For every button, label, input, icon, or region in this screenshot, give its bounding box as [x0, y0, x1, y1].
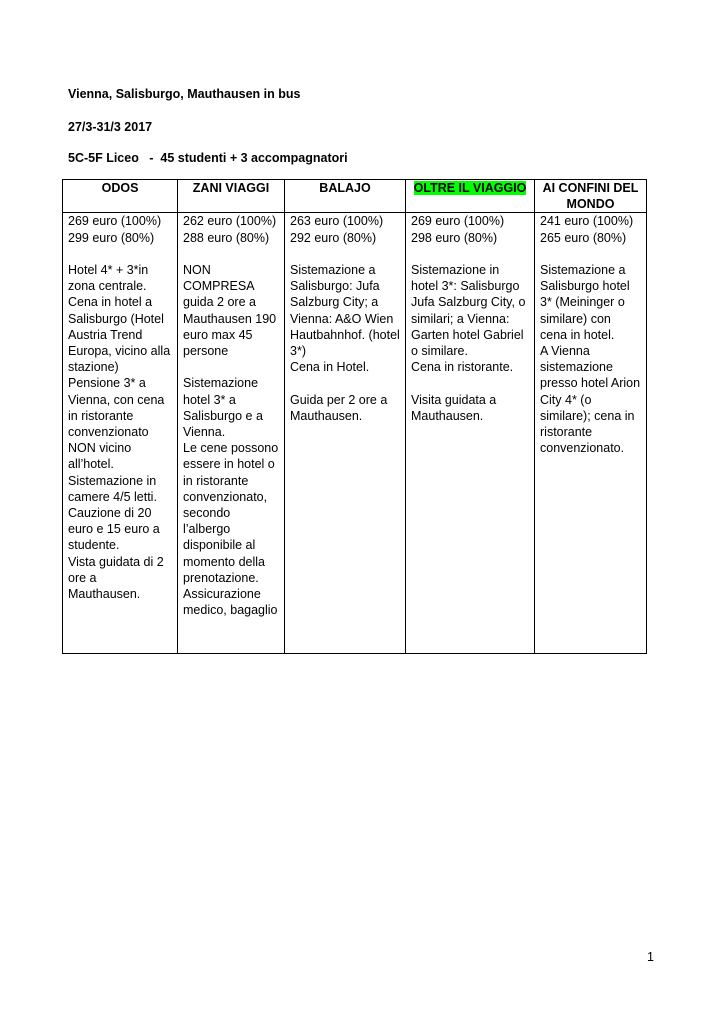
table-row — [63, 213, 647, 654]
column-header-label: AI CONFINI DEL MONDO — [542, 181, 639, 212]
column-header-odos — [63, 180, 178, 213]
column-header-label: BALAJO — [319, 181, 371, 195]
travel-dates: 27/3-31/3 2017 — [68, 120, 153, 134]
offers-table — [62, 179, 647, 654]
highlighted-column-header-label: OLTRE IL VIAGGIO — [413, 181, 527, 195]
offer-cell-odos: 269 euro (100%) 299 euro (80%) Hotel 4* + 3*in zona centrale. Cena in hotel a Salisburgo (Hotel Austria Trend Europa, vicino alla stazione) Pensione 3* a Vienna, con cena in ristorante convenzionato NON vicino all’hotel. Sistemazione in camere 4/5 letti. Cauzione di 20 euro e 15 euro a studente. Vista guidata di 2 ore a Mauthausen. — [63, 213, 178, 654]
offer-cell-balajo: 263 euro (100%) 292 euro (80%) Sistemazione a Salisburgo: Jufa Salzburg City; a Vienna: A&O Wien Hautbahnhof. (hotel 3*) Cena in Hotel. Guida per 2 ore a Mauthausen. — [285, 213, 406, 654]
offer-cell-zani-viaggi: 262 euro (100%) 288 euro (80%) NON COMPRESA guida 2 ore a Mauthausen 190 euro max 45 persone Sistemazione hotel 3* a Salisburgo e a Vienna. Le cene possono essere in hotel o in ristorante convenzionato, secondo l’albergo disponibile al momento della prenotazione. Assicurazione medico, bagaglio — [178, 213, 285, 654]
group-description: 5C-5F Liceo - 45 studenti + 3 accompagnatori — [68, 151, 348, 165]
column-header-label: ODOS — [101, 181, 139, 195]
column-header-balajo — [285, 180, 406, 213]
column-header-oltre-il-viaggio — [406, 180, 535, 213]
page-number: 1 — [647, 950, 654, 964]
offer-cell-ai-confini-del-mondo: 241 euro (100%) 265 euro (80%) Sistemazione a Salisburgo hotel 3* (Meininger o similare) con cena in hotel. A Vienna sistemazione presso hotel Arion City 4* (o similare); cena in ristorante convenzionato. — [535, 213, 647, 654]
document-title: Vienna, Salisburgo, Mauthausen in bus — [68, 87, 301, 101]
table-header-row — [63, 180, 647, 213]
column-header-zani-viaggi — [178, 180, 285, 213]
offer-cell-oltre-il-viaggio: 269 euro (100%) 298 euro (80%) Sistemazione in hotel 3*: Salisburgo Jufa Salzburg City, o similari; a Vienna: Garten hotel Gabriel o similare. Cena in ristorante. Visita guidata a Mauthausen. — [406, 213, 535, 654]
column-header-label: ZANI VIAGGI — [192, 181, 270, 195]
column-header-ai-confini-del-mondo — [535, 180, 647, 213]
